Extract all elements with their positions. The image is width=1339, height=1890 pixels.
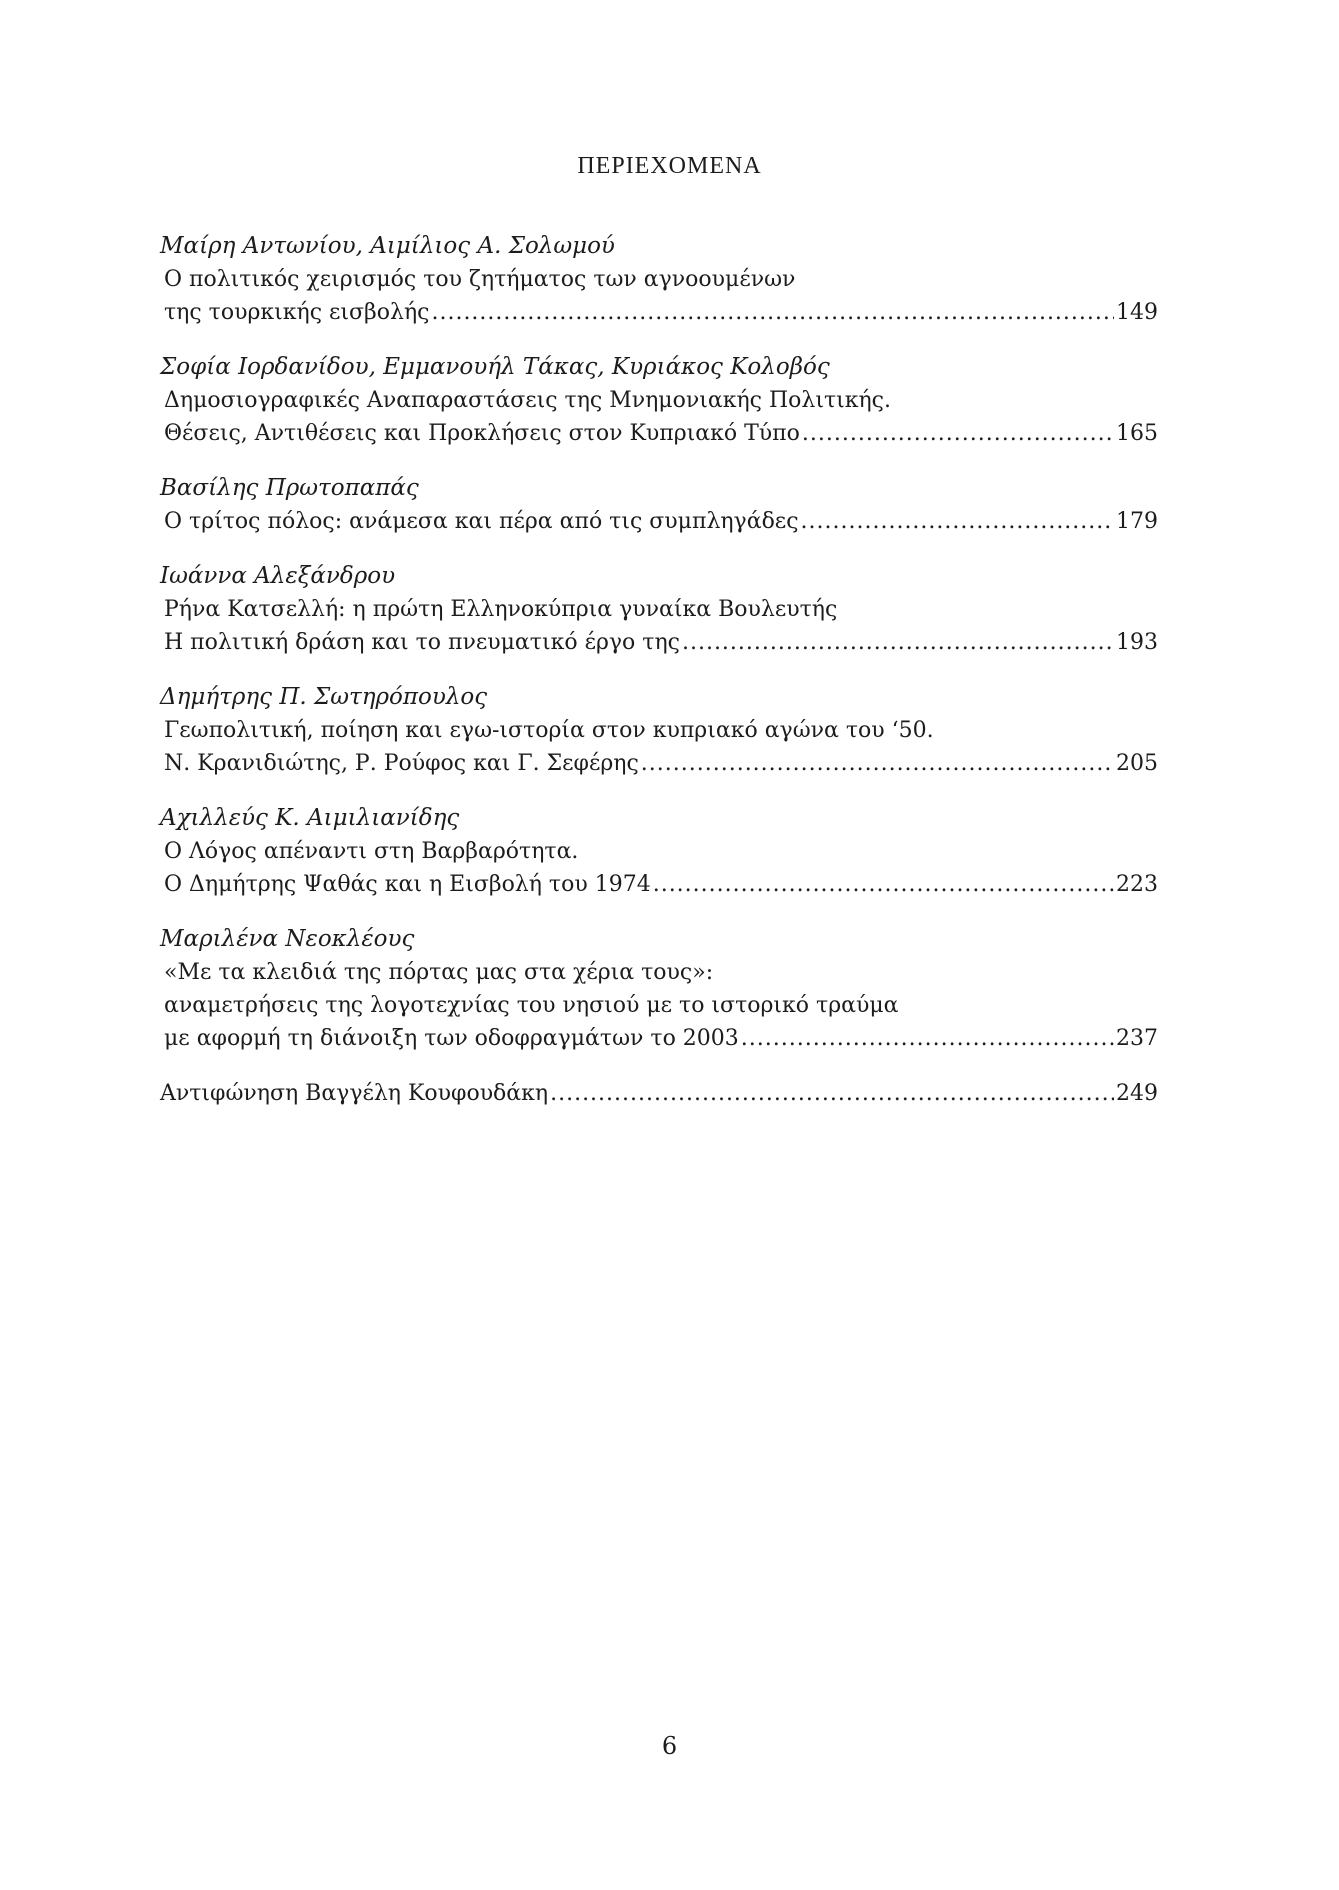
entry-title-line: Γεωπολιτική, ποίηση και εγω-ιστορία στον κυπριακό αγώνα του ‘50. [164,718,934,743]
entry-title-last-line[interactable] [160,747,1158,780]
entry-page-number: 165 [1116,421,1158,446]
entry-title-text: με αφορμή τη διάνοιξη των οδοφραγμάτων το 2003 [164,1026,739,1051]
entry-page-number: 149 [1116,300,1158,325]
entry-title-text: Ν. Κρανιδιώτης, Ρ. Ρούφος και Γ. Σεφέρης [164,751,639,776]
dot-leader [802,417,1114,450]
entry-title-text: Θέσεις, Αντιθέσεις και Προκλήσεις στον Κυπριακό Τύπο [164,421,800,446]
toc-entry [160,681,1158,780]
entry-page-number: 249 [1116,1081,1158,1106]
entry-title-last-line[interactable] [160,505,1158,538]
entry-author: Αχιλλεύς Κ. Αιμιλιανίδης [160,805,460,831]
entry-title-last-line[interactable] [160,868,1158,901]
entry-title-line: Δημοσιογραφικές Αναπαραστάσεις της Μνημονιακής Πολιτικής. [164,388,891,413]
page-number: 6 [661,1732,678,1760]
entry-title-text: της τουρκικής εισβολής [164,300,430,325]
entry-title-line: Ο Λόγος απέναντι στη Βαρβαρότητα. [164,839,579,864]
entry-title-line: Ο πολιτικός χειρισμός του ζητήματος των αγνοουμένων [164,267,796,292]
entry-title-last-line[interactable] [160,1077,1158,1110]
dot-leader [641,747,1114,780]
entry-author: Μαριλένα Νεοκλέους [160,926,415,952]
entry-title-text: Ο Δημήτρης Ψαθάς και η Εισβολή του 1974 [164,872,651,897]
entry-page-number: 205 [1116,751,1158,776]
entry-page-number: 223 [1116,872,1158,897]
entry-title-line: «Με τα κλειδιά της πόρτας μας στα χέρια τους»: [164,960,714,985]
entry-title-last-line[interactable] [160,1022,1158,1055]
entry-page-number: 237 [1116,1026,1158,1051]
entry-title-line: Ρήνα Κατσελλή: η πρώτη Ελληνοκύπρια γυναίκα Βουλευτής [164,597,838,622]
entry-title-line: αναμετρήσεις της λογοτεχνίας του νησιού με το ιστορικό τραύμα [164,993,899,1018]
entry-author: Δημήτρης Π. Σωτηρόπουλος [160,684,488,710]
entry-title-last-line[interactable] [160,417,1158,450]
toc-entry [160,351,1158,450]
dot-leader [801,505,1114,538]
entry-title-text: Η πολιτική δράση και το πνευματικό έργο της [164,630,680,655]
entry-title-text: Ο τρίτος πόλος: ανάμεσα και πέρα από τις συμπληγάδες [164,509,799,534]
toc-entry [160,560,1158,659]
entry-author: Σοφία Ιορδανίδου, Εμμανουήλ Τάκας, Κυριάκος Κολοβός [160,354,830,380]
entry-title-text: Αντιφώνηση Βαγγέλη Κουφουδάκη [160,1081,549,1106]
dot-leader [653,868,1114,901]
toc-entry [160,923,1158,1055]
dot-leader [550,1077,1114,1110]
entry-author: Μαίρη Αντωνίου, Αιμίλιος Α. Σολωμού [160,233,615,259]
dot-leader [682,626,1114,659]
entry-title-last-line[interactable] [160,296,1158,329]
entry-author: Βασίλης Πρωτοπαπάς [160,475,419,501]
entry-author: Ιωάννα Αλεξάνδρου [160,563,396,589]
dot-leader [741,1022,1114,1055]
toc-entry-final [160,1077,1158,1110]
toc-entry [160,230,1158,329]
entry-page-number: 179 [1116,509,1158,534]
entry-page-number: 193 [1116,630,1158,655]
toc-entry [160,472,1158,538]
page-title: ΠΕΡΙΕΧΟΜΕΝΑ [577,153,762,179]
entry-title-last-line[interactable] [160,626,1158,659]
dot-leader [431,296,1114,329]
table-of-contents [160,230,1158,1132]
toc-entry [160,802,1158,901]
